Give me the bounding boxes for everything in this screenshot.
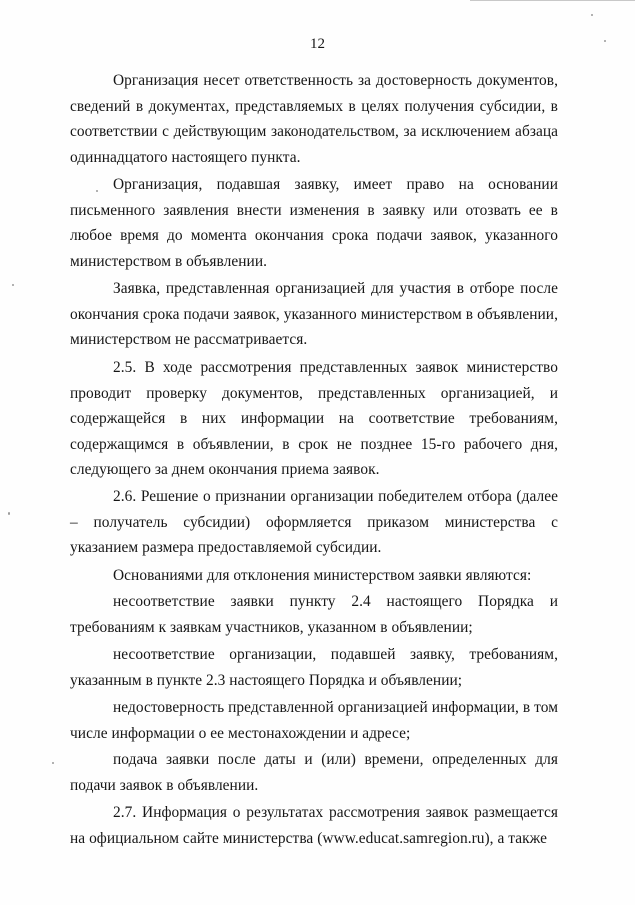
list-item-late-submission: подача заявки после даты и (или) времени, определенных для подачи заявок в объявлении. (70, 751, 558, 794)
page-number: 12 (310, 36, 325, 52)
scan-edge-line (470, 0, 635, 1)
paragraph-rejection-grounds: Основаниями для отклонения министерством заявки являются: (113, 567, 532, 584)
paragraph-2-7: 2.7. Информация о результатах рассмотрения заявок размещается на официальном сайте министерства (www.educat.samregion.ru), а также (70, 804, 558, 847)
scan-artifact (52, 762, 54, 764)
list-item-false-information: недостоверность представленной организацией информации, в том числе информации о ее местонахождении и адресе; (70, 699, 558, 742)
paragraph-late-application: Заявка, представленная организацией для участия в отборе после окончания срока подачи заявок, указанного министерством в объявлении, министерством не рассматривается. (70, 280, 558, 349)
scan-artifact (604, 40, 606, 42)
scan-artifact (12, 284, 14, 286)
paragraph-2-6: 2.6. Решение о признании организации победителем отбора (далее – получатель субсидии) оформляется приказом министерства с указанием размера предоставляемой субсидии. (70, 488, 558, 557)
paragraph-amendment-right: Организация, подавшая заявку, имеет право на основании письменного заявления внести изменения в заявку или отозвать ее в любое время до момента окончания срока подачи заявок, указанного министерством в объявлении. (70, 176, 558, 270)
paragraph-responsibility: Организация несет ответственность за достоверность документов, сведений в документах, представляемых в целях получения субсидии, в соответствии с действующим законодательством, за исключением абзаца одиннадцатого настоящего пункта. (70, 72, 558, 166)
paragraph-2-5: 2.5. В ходе рассмотрения представленных заявок министерство проводит проверку документов, представленных организацией, и содержащейся в них информации на соответствие требованиям, содержащимся в объявлении, в срок не позднее 15-го рабочего дня, следующего за днем окончания приема заявок. (70, 359, 558, 479)
scan-artifact (591, 14, 593, 16)
scan-artifact (96, 190, 98, 192)
list-item-noncompliance-organization: несоответствие организации, подавшей заявку, требованиям, указанным в пункте 2.3 настоящего Порядка и объявлении; (70, 646, 558, 689)
list-item-noncompliance-application: несоответствие заявки пункту 2.4 настоящего Порядка и требованиям к заявкам участников, указанном в объявлении; (70, 593, 558, 636)
scan-artifact (8, 512, 10, 515)
